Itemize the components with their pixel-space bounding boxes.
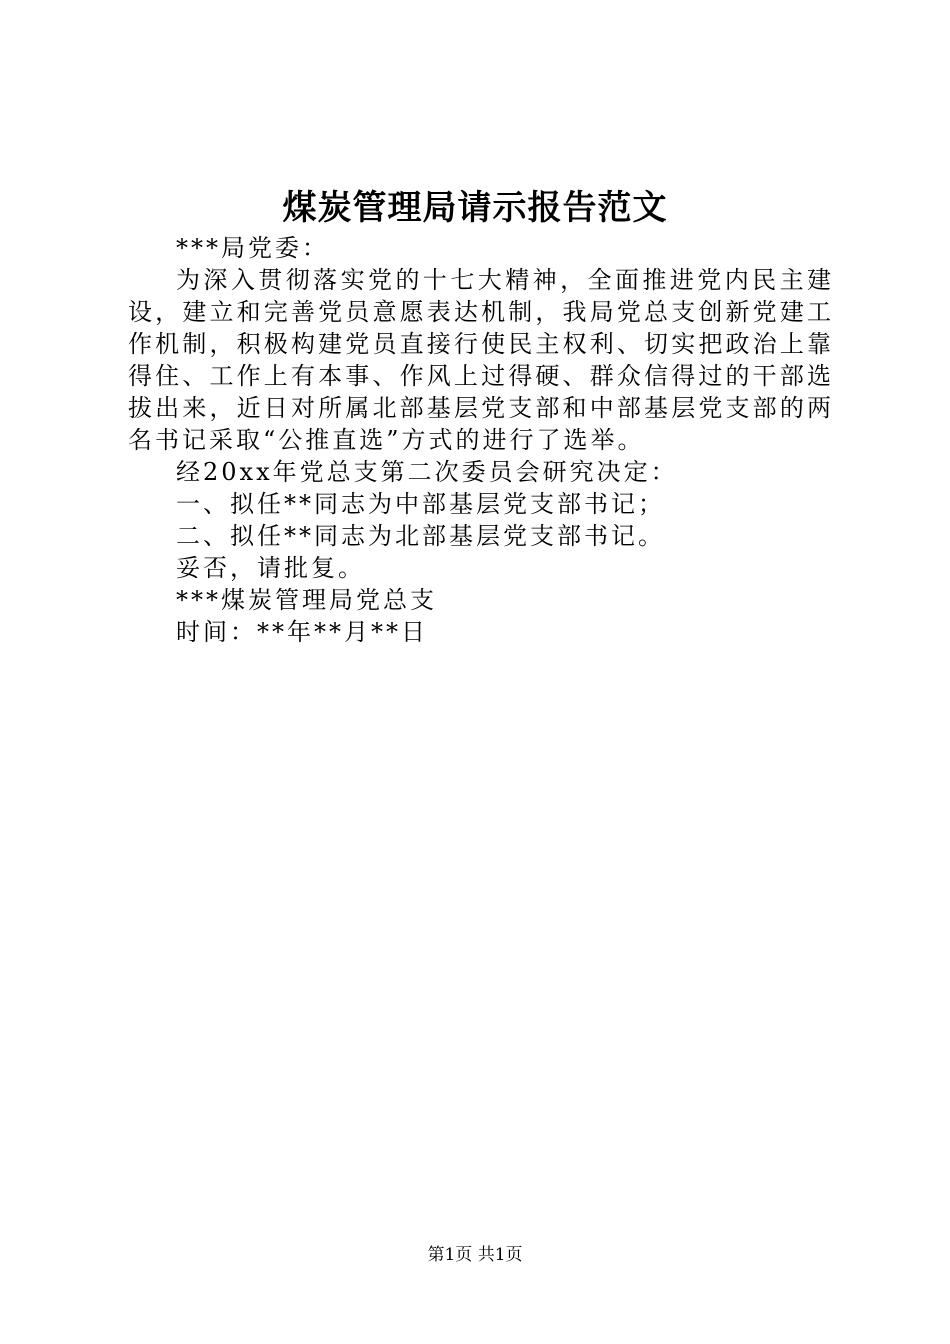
document-title: 煤炭管理局请示报告范文 bbox=[282, 188, 668, 228]
page-footer: 第1页 共1页 bbox=[427, 1245, 523, 1265]
date-line: 时间：**年**月**日 bbox=[176, 618, 428, 646]
signature: ***煤炭管理局党总支 bbox=[176, 586, 437, 614]
salutation: ***局党委： bbox=[176, 234, 329, 262]
decision-intro: 经20xx年党总支第二次委员会研究决定： bbox=[176, 458, 678, 486]
decision-item-2: 二、拟任**同志为北部基层党支部书记。 bbox=[176, 522, 665, 550]
decision-item-1: 一、拟任**同志为中部基层党支部书记； bbox=[176, 490, 665, 518]
body-paragraph: 为深入贯彻落实党的十七大精神，全面推进党内民主建设，建立和完善党员意愿表达机制，我局党总支创新党建工作机制，积极构建党员直接行使民主权利、切实把政治上靠得住、工作上有本事、作风上过得硬、群众信得过的干部选拔出来，近日对所属北部基层党支部和中部基层党支部的两名书记采取“公推直选”方式的进行了选举。 bbox=[128, 266, 834, 454]
document-body bbox=[128, 232, 834, 648]
closing-request: 妥否，请批复。 bbox=[176, 554, 365, 582]
